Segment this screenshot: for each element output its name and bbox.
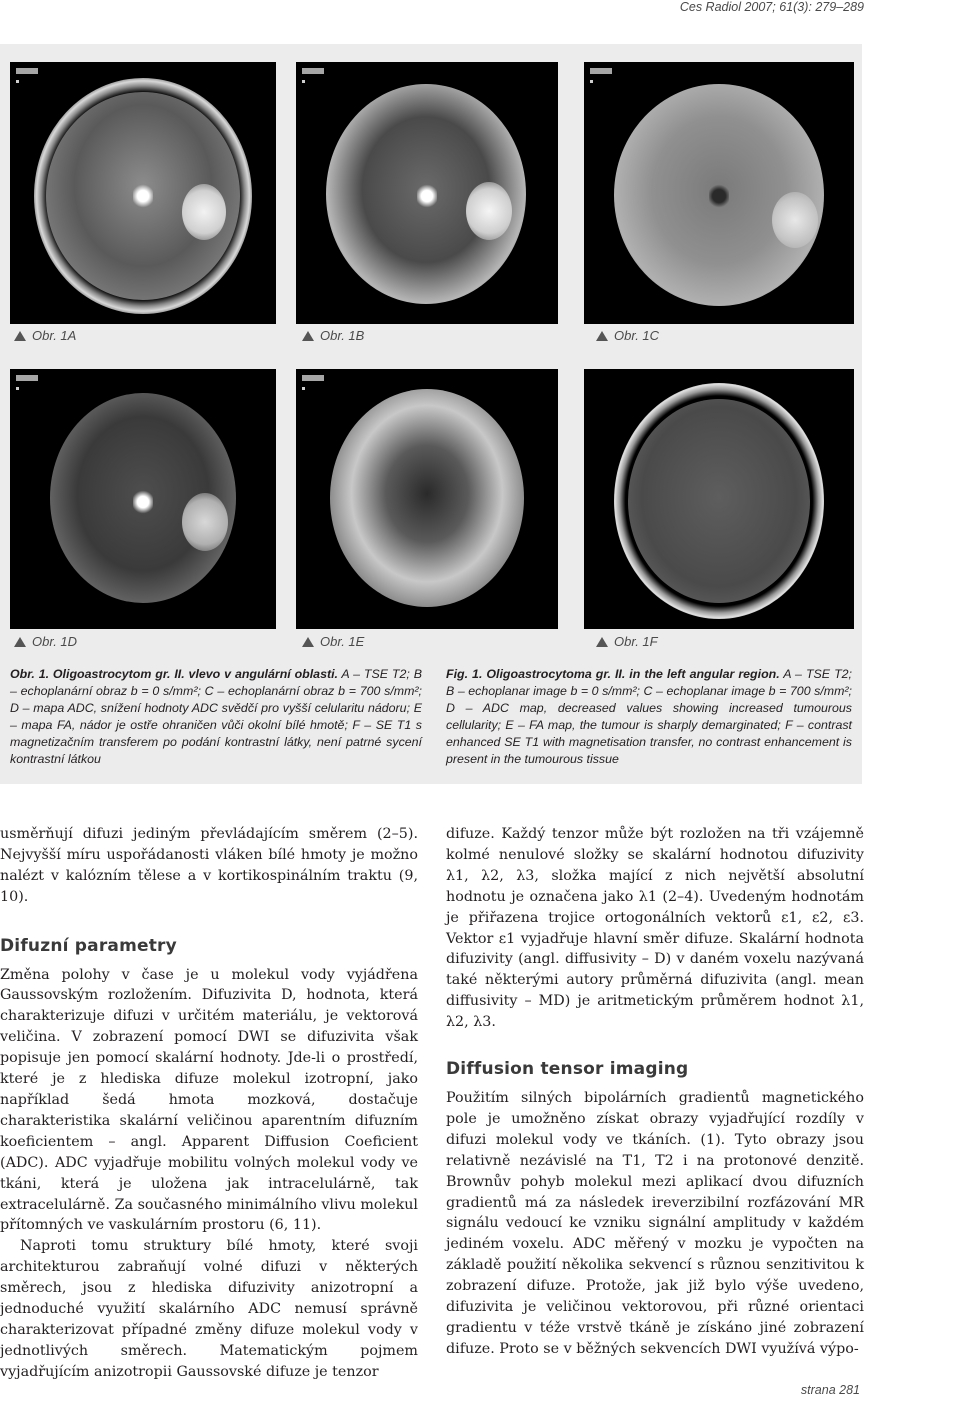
image-label-e: Obr. 1E bbox=[302, 634, 364, 649]
triangle-marker-icon bbox=[14, 331, 26, 341]
page-number: strana 281 bbox=[800, 1383, 860, 1397]
paragraph: Použitím silných bipolárních gradientů magnetického pole je umožněno získat obrazy vyjadřující rozdíly v difuzi molekul vody ve tkáních. (1). Tyto obrazy jsou relativně nezávislé na T1, T2 i na protonové denzitě. Brownův pohyb molekul mezi aplikací dvou difuzních gradientů má za následek ireverzibilní rozfázování MR signálu vedoucí ke vzniku signální amplitudy v každém jediném voxelu. ADC měřený v mozku je vypočten na základě použití několika sekvencí s různou senzitivitou k zobrazení difuze. Protože, jak již bylo výše uvedeno, difuzivita je veličinou vektorovou, při různé orientaci gradientu v téže vrstvě tkáně je získáno jiné zobrazení difuze. Proto se v běžných sekvencích DWI využívá výpo- bbox=[446, 1089, 864, 1357]
journal-citation: Ces Radiol 2007; 61(3): 279–289 bbox=[679, 0, 864, 14]
mri-image-d bbox=[10, 369, 276, 629]
right-column bbox=[446, 824, 864, 1360]
triangle-marker-icon bbox=[596, 331, 608, 341]
image-label-f: Obr. 1F bbox=[596, 634, 658, 649]
left-column bbox=[0, 824, 418, 1383]
paragraph: Změna polohy v čase je u molekul vody vyjádřena Gaussovským rozložením. Difuzivita D, hodnota, která charakterizuje difuzi v určitém materiálu, je vektorová veličina. V zobrazení pomocí DWI se difuzivita však popisuje jen pomocí skalární hodnoty. Jde-li o prostředí, které je z hlediska difuze molekul izotropní, jako například šedá hmota mozková, dostačuje charakteristika skalární veličinou aparentním difuzním koeficientem – angl. Apparent Diffusion Coeficient (ADC). ADC vyjadřuje mobilitu volných molekul vody ve tkáni, která je uložena jak intracelulárně, tak extracelulárně. Za současného minimálního vlivu molekul přítomných ve vaskulárním prostoru (6, 11). bbox=[0, 966, 419, 1234]
caption-czech-lead: Obr. 1. Oligoastrocytom gr. II. vlevo v angulární oblasti. bbox=[10, 667, 338, 681]
caption-english-lead: Fig. 1. Oligoastrocytoma gr. II. in the left angular region. bbox=[446, 667, 780, 681]
paragraph: difuze. Každý tenzor může být rozložen na tři vzájemně kolmé nenulové složky se skalární hodnotou difuzivity λ1, λ2, λ3, složka mající z nich největší absolutní hodnotu je označena jako λ1 (2–4). Uvedeným hodnotám je přiřazena trojice ortogonálních vektorů ε1, ε2, ε3. Vektor ε1 vyjadřuje hlavní směr difuze. Skalární hodnota difuzivity (angl. diffusivity – D) v daném voxelu nazývaná také některými autory průměrná difuzivita (angl. mean diffusivity – MD) je aritmetickým průměrem hodnot λ1, λ2, λ3. bbox=[446, 826, 864, 1031]
triangle-marker-icon bbox=[14, 637, 26, 647]
figure-panel bbox=[0, 44, 862, 784]
triangle-marker-icon bbox=[302, 331, 314, 341]
paragraph: Naproti tomu struktury bílé hmoty, které svoji architekturou zabraňují volné difuzi v některých směrech, jsou z hlediska difuzivity anizotropní a jednoduché využití skalárního ADC nemusí správně charakterizovat případné změny difuze molekul vody v jednotlivých směrech. Matematickým pojmem vyjadřujícím anizotropii Gaussovské difuze je tenzor bbox=[0, 1238, 418, 1380]
image-label-a: Obr. 1A bbox=[14, 328, 76, 343]
image-label-d: Obr. 1D bbox=[14, 634, 77, 649]
mri-image-b bbox=[296, 62, 558, 324]
figure-caption-english bbox=[446, 666, 852, 768]
caption-english-text: A – TSE T2; B – echoplanar image b = 0 s/mm²; C – echoplanar image b = 700 s/mm²; D – ADC map, decreased values showing increased tumourous cellularity; E – FA map, the tumour is sharply demarginated; F – contrast enhanced SE T1 with magnetisation transfer, no contrast enhancement is present in the tumourous tissue bbox=[446, 667, 852, 766]
triangle-marker-icon bbox=[302, 637, 314, 647]
paragraph: usměrňují difuzi jediným převládajícím směrem (2–5). Nejvyšší míru uspořádanosti vláken bílé hmoty je možno nalézt v kalózním tělese a v kortikospinálním traktu (9, 10). bbox=[0, 826, 418, 905]
section-heading: Difuzní parametry bbox=[0, 935, 177, 956]
mri-image-c bbox=[584, 62, 854, 324]
mri-image-f bbox=[584, 369, 854, 629]
mri-image-a bbox=[10, 62, 276, 324]
figure-caption-czech bbox=[10, 666, 422, 768]
triangle-marker-icon bbox=[596, 637, 608, 647]
caption-czech-text: A – TSE T2; B – echoplanární obraz b = 0 s/mm²; C – echoplanární obraz b = 700 s/mm²; D – mapa ADC, snížení hodnoty ADC svědčí pro vyšší celularitu nádoru; E – mapa FA, nádor je ostře ohraničen vůči okolní bílé hmotě; F – SE T1 s magnetizačním transferem po podání kontrastní látky, není patrné sycení kontrastní látkou bbox=[10, 667, 422, 766]
section-heading: Diffusion tensor imaging bbox=[446, 1059, 689, 1080]
image-label-b: Obr. 1B bbox=[302, 328, 364, 343]
image-label-c: Obr. 1C bbox=[596, 328, 659, 343]
mri-image-e bbox=[296, 369, 558, 629]
